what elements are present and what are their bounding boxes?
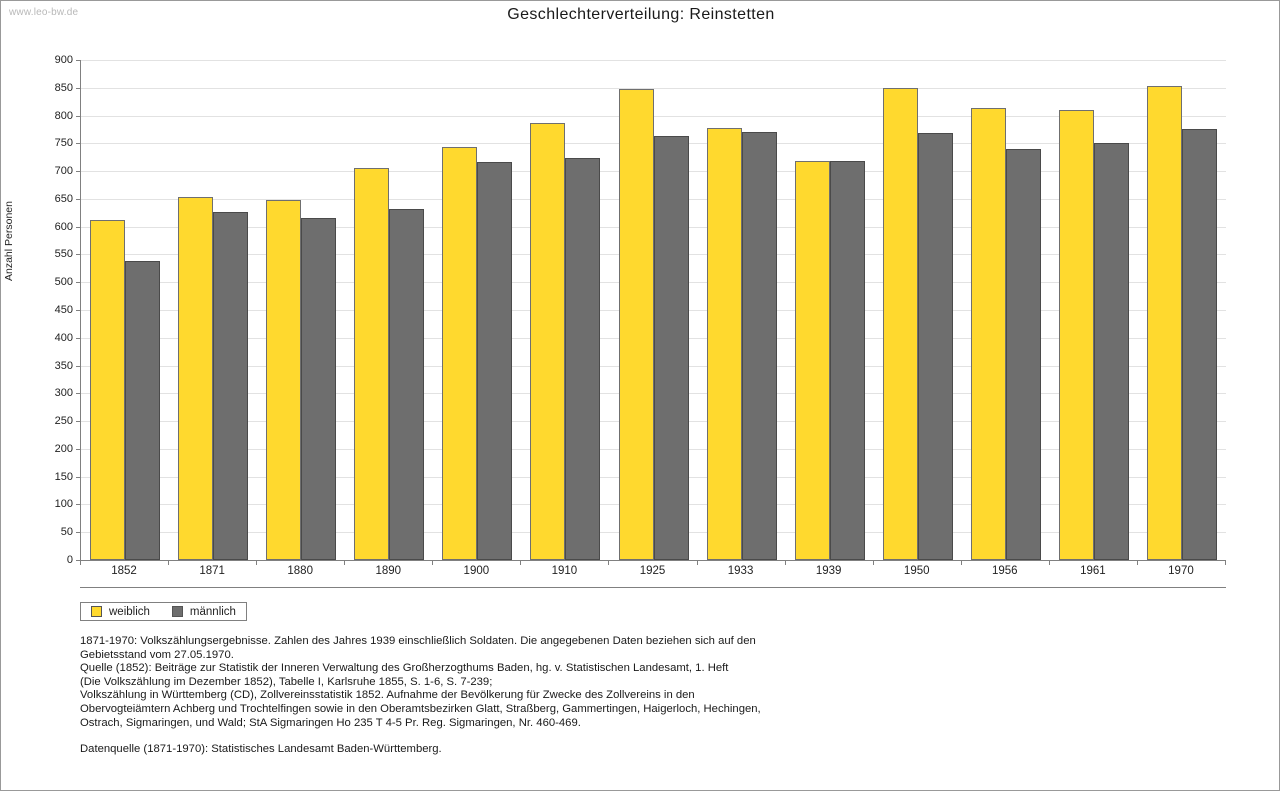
note-line: Gebietsstand vom 27.05.1970.	[80, 648, 234, 661]
y-tick-mark	[76, 282, 80, 283]
legend-label-weiblich: weiblich	[109, 605, 150, 618]
y-tick-mark	[76, 143, 80, 144]
y-tick-label: 750	[54, 137, 73, 150]
bar-weiblich-1890	[354, 168, 389, 560]
y-tick-label: 600	[54, 220, 73, 233]
y-tick-mark	[76, 171, 80, 172]
x-tick-label: 1970	[1168, 565, 1194, 577]
source-note: Datenquelle (1871-1970): Statistisches Landesamt Baden-Württemberg.	[80, 743, 442, 756]
y-tick-label: 200	[54, 442, 73, 455]
y-tick-mark	[76, 88, 80, 89]
y-tick-label: 350	[54, 359, 73, 372]
bar-weiblich-1925	[619, 89, 654, 560]
bar-group	[1147, 60, 1217, 560]
bar-männlich-1933	[742, 132, 777, 560]
bar-group	[1059, 60, 1129, 560]
x-tick-mark	[697, 561, 698, 565]
y-tick-mark	[76, 254, 80, 255]
note-line: (Die Volkszählung im Dezember 1852), Tabelle I, Karlsruhe 1855, S. 1-6, S. 7-239;	[80, 675, 493, 688]
bar-männlich-1880	[301, 218, 336, 560]
note-line: Obervogteiämtern Achberg und Trochtelfingen sowie in den Oberamtsbezirken Glatt, Straßberg, Gammertingen, Haigerloch, Hechingen,	[80, 702, 761, 715]
bar-group	[971, 60, 1041, 560]
y-tick-mark	[76, 227, 80, 228]
note-line: Ostrach, Sigmaringen, und Wald; StA Sigmaringen Ho 235 T 4-5 Pr. Reg. Sigmaringen, Nr. 460-469.	[80, 716, 581, 729]
y-axis-label: Anzahl Personen	[3, 201, 15, 281]
note-line: 1871-1970: Volkszählungsergebnisse. Zahlen des Jahres 1939 einschließlich Soldaten. Die angegebenen Daten beziehen sich auf den	[80, 635, 756, 647]
x-tick-mark	[961, 561, 962, 565]
x-tick-label: 1956	[992, 565, 1018, 577]
bar-weiblich-1956	[971, 108, 1006, 560]
y-tick-mark	[76, 116, 80, 117]
y-tick-label: 250	[54, 415, 73, 428]
x-tick-label: 1939	[815, 565, 842, 577]
note-line: Volkszählung in Württemberg (CD), Zollvereinsstatistik 1852. Aufnahme der Bevölkerung für Zwecke des Zollvereins in den	[80, 689, 695, 702]
x-tick-mark	[344, 561, 345, 565]
bar-weiblich-1880	[266, 200, 301, 560]
x-tick-mark	[1225, 561, 1226, 565]
x-axis	[80, 561, 1226, 588]
x-tick-label: 1900	[463, 565, 490, 577]
x-tick-label: 1933	[727, 565, 754, 577]
y-tick-mark	[76, 310, 80, 311]
bar-group	[883, 60, 953, 560]
x-tick-label: 1950	[903, 565, 930, 577]
x-tick-label: 1852	[111, 565, 137, 577]
bar-weiblich-1939	[795, 161, 830, 560]
y-tick-mark	[76, 532, 80, 533]
y-tick-label: 850	[54, 81, 73, 94]
y-tick-mark	[76, 199, 80, 200]
chart-title: Geschlechterverteilung: Reinstetten	[507, 6, 775, 23]
bar-weiblich-1910	[530, 123, 565, 560]
legend-swatch-weiblich	[91, 606, 102, 617]
y-tick-label: 800	[54, 109, 73, 122]
y-tick-label: 300	[54, 387, 73, 400]
bar-group	[442, 60, 512, 560]
legend-swatch-maennlich	[172, 606, 183, 617]
watermark-label: www.leo-bw.de	[9, 7, 79, 18]
bar-männlich-1950	[918, 133, 953, 560]
bar-weiblich-1900	[442, 147, 477, 560]
x-tick-mark	[432, 561, 433, 565]
x-tick-mark	[785, 561, 786, 565]
x-tick-label: 1890	[375, 565, 402, 577]
y-tick-mark	[76, 421, 80, 422]
y-tick-label: 100	[54, 498, 73, 511]
y-tick-mark	[76, 60, 80, 61]
y-tick-label: 0	[66, 554, 73, 566]
y-tick-label: 550	[54, 248, 73, 261]
bar-group	[90, 60, 160, 560]
y-tick-mark	[76, 477, 80, 478]
y-tick-label: 50	[60, 526, 73, 539]
y-tick-label: 400	[54, 331, 73, 344]
legend-item-maennlich	[172, 606, 236, 618]
bar-männlich-1890	[389, 209, 424, 560]
plot-area	[80, 60, 1226, 561]
x-tick-mark	[168, 561, 169, 565]
y-tick-mark	[76, 504, 80, 505]
bar-group	[354, 60, 424, 560]
bar-weiblich-1970	[1147, 86, 1182, 560]
note-line: Quelle (1852): Beiträge zur Statistik der Inneren Verwaltung des Großherzogthums Baden, hg. v. Statistischen Landesamt, 1. Heft	[80, 662, 729, 675]
bar-group	[795, 60, 865, 560]
x-tick-mark	[80, 561, 81, 565]
y-tick-mark	[76, 366, 80, 367]
y-tick-label: 150	[54, 470, 73, 483]
x-tick-mark	[1137, 561, 1138, 565]
x-tick-label: 1910	[551, 565, 578, 577]
x-tick-label: 1961	[1080, 565, 1106, 577]
bar-weiblich-1950	[883, 88, 918, 560]
bar-weiblich-1933	[707, 128, 742, 560]
bar-weiblich-1961	[1059, 110, 1094, 560]
x-tick-mark	[1049, 561, 1050, 565]
bar-männlich-1900	[477, 162, 512, 560]
bar-weiblich-1852	[90, 220, 125, 560]
bar-group	[619, 60, 689, 560]
y-tick-label: 650	[54, 192, 73, 205]
y-tick-label: 700	[54, 165, 73, 178]
bar-series-container	[81, 60, 1226, 560]
legend-label-maennlich: männlich	[189, 605, 236, 618]
y-tick-label: 500	[54, 276, 73, 289]
legend-item-weiblich	[91, 606, 150, 618]
x-tick-label: 1925	[639, 565, 666, 577]
x-tick-mark	[608, 561, 609, 565]
bar-group	[178, 60, 248, 560]
x-tick-mark	[520, 561, 521, 565]
x-tick-label: 1871	[199, 565, 225, 577]
bar-männlich-1925	[654, 136, 689, 560]
bar-männlich-1910	[565, 158, 600, 560]
y-tick-label: 900	[54, 54, 73, 66]
x-tick-mark	[256, 561, 257, 565]
chart-notes	[80, 635, 1210, 757]
bar-männlich-1956	[1006, 149, 1041, 560]
bar-männlich-1871	[213, 212, 248, 560]
y-tick-mark	[76, 393, 80, 394]
chart-legend	[80, 602, 247, 621]
y-tick-label: 450	[54, 304, 73, 316]
bar-männlich-1961	[1094, 143, 1129, 560]
x-tick-label: 1880	[287, 565, 313, 577]
bar-group	[707, 60, 777, 560]
bar-group	[266, 60, 336, 560]
bar-group	[530, 60, 600, 560]
y-tick-mark	[76, 449, 80, 450]
bar-weiblich-1871	[178, 197, 213, 560]
y-tick-mark	[76, 338, 80, 339]
bar-männlich-1852	[125, 261, 160, 560]
bar-männlich-1939	[830, 161, 865, 560]
bar-männlich-1970	[1182, 129, 1217, 560]
x-tick-mark	[873, 561, 874, 565]
